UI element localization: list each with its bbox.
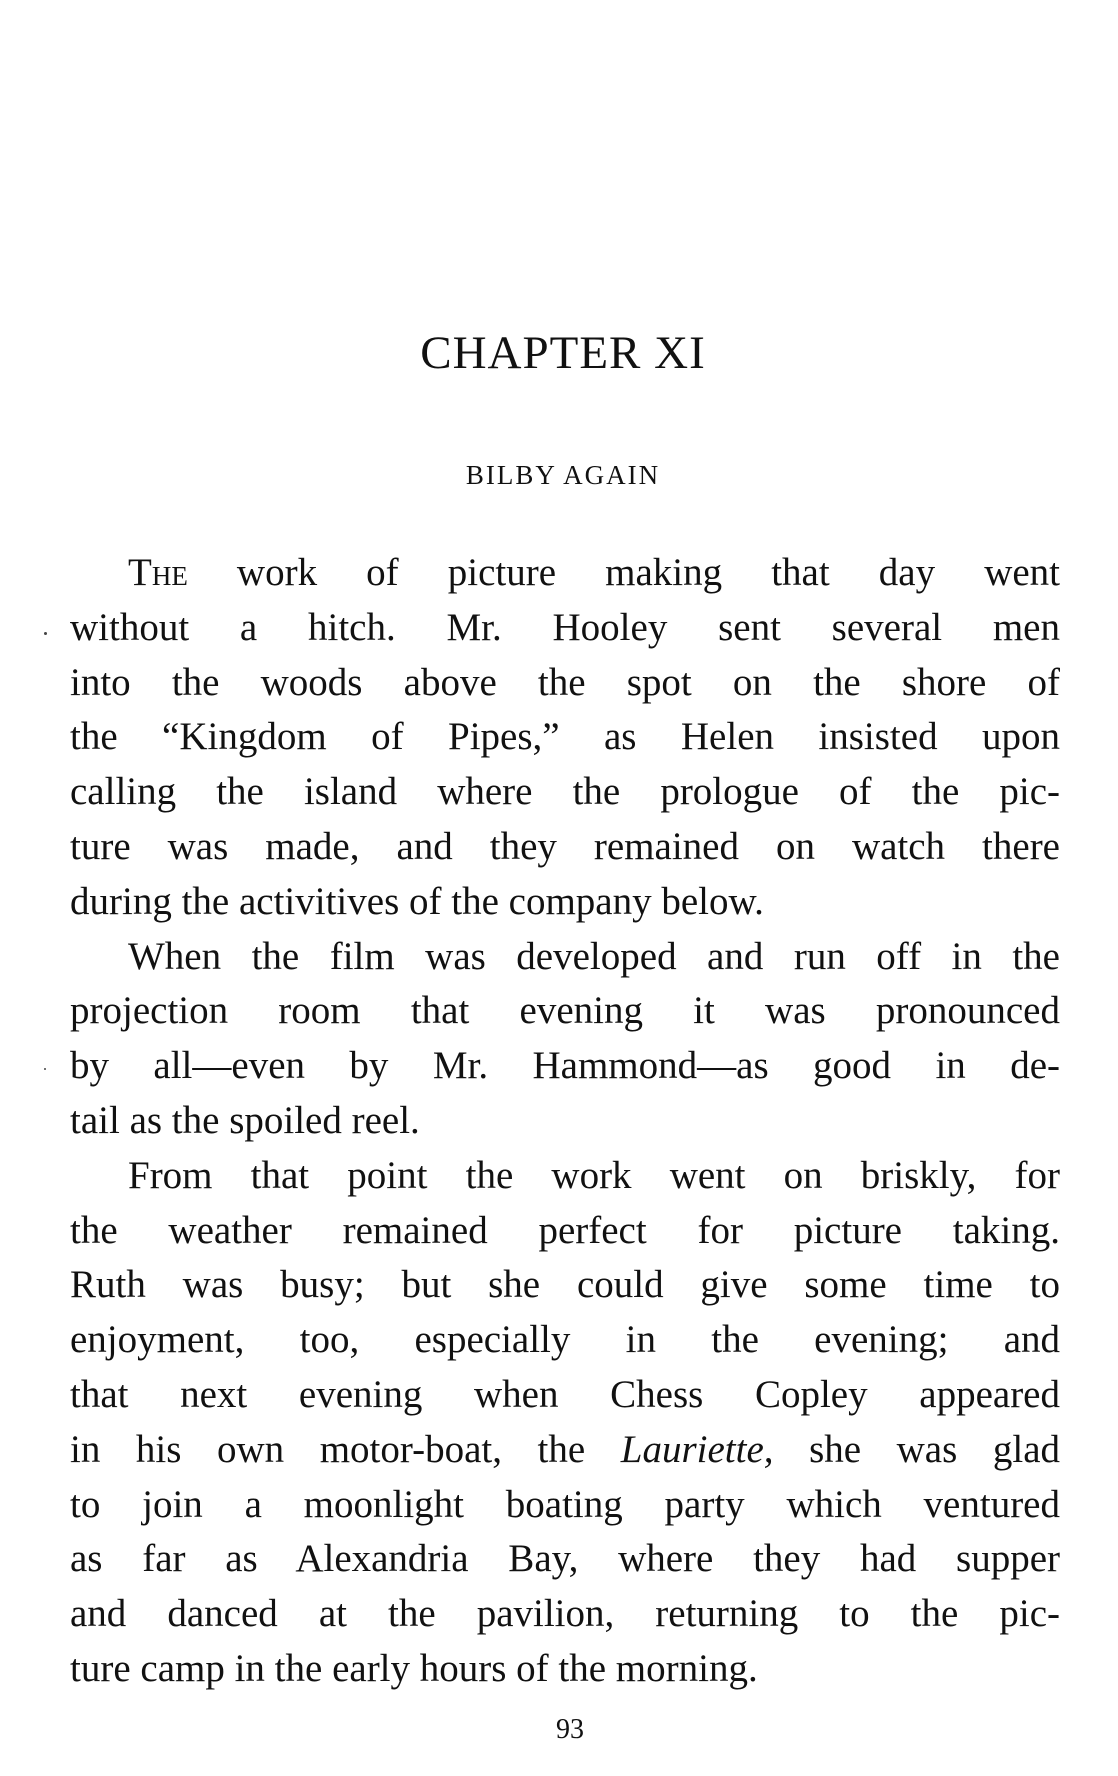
page-number: 93	[556, 1714, 584, 1745]
text-line	[70, 1423, 1060, 1478]
text-line: that next evening when Chess Copley appeared	[70, 1372, 1060, 1416]
text-line: during the activitives of the company below.	[70, 879, 764, 923]
text-line: tail as the spoiled reel.	[70, 1098, 420, 1142]
text-line: and danced at the pavilion, returning to the pic-	[70, 1592, 1060, 1636]
chapter-subtitle: BILBY AGAIN	[465, 460, 661, 490]
text-line: to join a moonlight boating party which ventured	[70, 1482, 1060, 1526]
print-speck	[44, 632, 47, 635]
text-line: From that point the work went on briskly, for	[128, 1153, 1060, 1197]
body-text	[70, 546, 1060, 1697]
boat-name: Lauriette,	[620, 1427, 774, 1471]
text-line: without a hitch. Mr. Hooley sent several men	[70, 605, 1060, 649]
text-line-content: work of picture making that day went	[187, 551, 1060, 594]
text-line	[70, 546, 1060, 601]
text-line: Ruth was busy; but she could give some time to	[70, 1263, 1060, 1307]
print-speck	[44, 1068, 46, 1070]
text-line: projection room that evening it was pronounced	[70, 989, 1060, 1033]
chapter-title: CHAPTER XI	[420, 327, 706, 379]
text-line: into the woods above the spot on the shore of	[70, 660, 1060, 704]
text-line-content: in his own motor-boat, the	[70, 1427, 621, 1471]
text-line: the weather remained perfect for picture taking.	[70, 1208, 1060, 1252]
text-line: calling the island where the prologue of the pic-	[70, 770, 1060, 814]
text-line: the “Kingdom of Pipes,” as Helen insisted upon	[70, 715, 1060, 759]
text-line: ture camp in the early hours of the morning.	[70, 1646, 758, 1690]
text-line: as far as Alexandria Bay, where they had supper	[70, 1537, 1060, 1581]
text-line-content: she was glad	[773, 1427, 1060, 1471]
text-line: When the film was developed and run off in the	[128, 934, 1060, 978]
text-line: enjoyment, too, especially in the evening; and	[70, 1318, 1060, 1362]
text-line: by all—even by Mr. Hammond—as good in de-	[70, 1044, 1060, 1088]
opening-word: The	[128, 551, 188, 594]
text-line: ture was made, and they remained on watch there	[70, 824, 1060, 868]
